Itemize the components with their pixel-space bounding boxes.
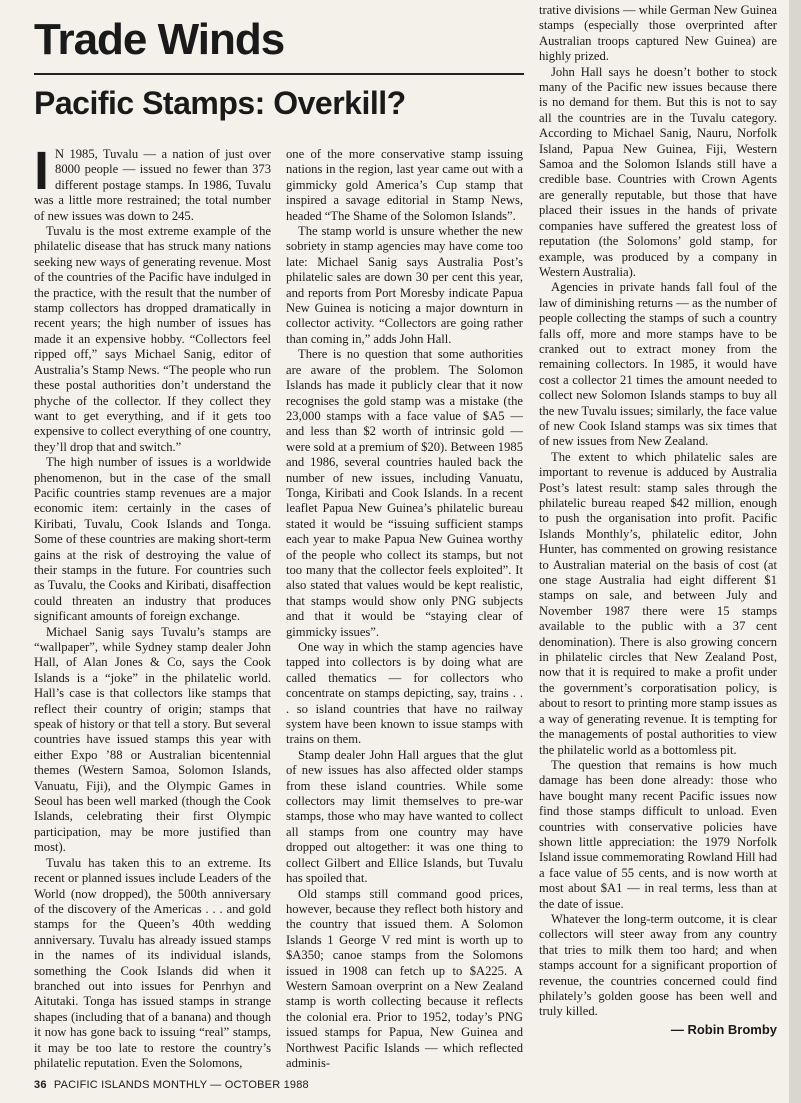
paragraph: Whatever the long-term outcome, it is clear collectors will steer away from any country that tries to milk them too hard; and when stamps account for a significant proportion of revenue, the countries concerned could find philately’s golden goose has been well and truly killed. xyxy=(539,911,777,1019)
paragraph: Michael Sanig says Tuvalu’s stamps are “wallpaper”, while Sydney stamp dealer John Hall, of Alan Jones & Co, says the Cook Islands is a “joke” in the philatelic world. Hall’s case is that collectors like stamps that reflect their country of origin; stamps that speak of history or that tell a story. But several countries have issued stamps this year with either Expo ’88 or Australian bicentennial themes (Western Samoa, Solomon Islands, Vanuatu, Fiji), and the Olympic Games in Seoul has been well marked (though the Cook Islands, celebrating their first Olympic participation, may be more justified than most). xyxy=(34,624,271,855)
header-rule xyxy=(34,73,524,75)
section-kicker: Trade Winds xyxy=(34,15,285,64)
paragraph: One way in which the stamp agencies have tapped into collectors is by doing what are called thematics — for collectors who concentrate on stamps depicting, say, trains . . . so island countries that have no railway system have been known to issue stamps with trains on them. xyxy=(286,640,523,747)
paragraph: Tuvalu is the most extreme example of the philatelic disease that has struck many nations seeking new ways of generating revenue. Most of the countries of the Pacific have indulged in the practice, with the result that the number of stamp collectors has dropped dramatically in recent years; the high number of issues has made it an expensive hobby. “Collectors feel ripped off,” says Michael Sanig, editor of Australia’s Stamp News. “The people who run these postal authorities don’t understand the phyche of the collector. If they collect they want to get everything, and if it gets too expensive to collect everything of one country, they’ll drop that and switch.” xyxy=(34,224,271,454)
paragraph: Stamp dealer John Hall argues that the glut of new issues has also affected older stamps from these island countries. While some collectors may limit themselves to pre-war stamps, those who may have wanted to collect all stamps from one country may have dropped out altogether: it was one thing to collect Gilbert and Ellice Islands, but Tuvalu has spoiled that. xyxy=(286,747,523,886)
paragraph: Old stamps still command good prices, however, because they reflect both history and the country that issued them. A Solomon Islands 1 George V red mint is worth up to $A350; canoe stamps from the Solomons issued in 1908 can fetch up to $A225. A Western Samoan overprint on a New Zealand stamp is worth collecting because it reflects the colonial era. Prior to 1952, today’s PNG issued stamps for Papua, New Guinea and Northwest Pacific Islands — which reflected adminis- xyxy=(286,886,523,1070)
paragraph: I N 1985, Tuvalu — a nation of just over 8000 people — issued no fewer than 373 different postage stamps. In 1986, Tuvalu was a little more restrained; the total number of new issues was down to 245. xyxy=(34,147,271,223)
paragraph: trative divisions — while German New Guinea stamps (especially those overprinted after Australian troops captured New Guinea) are highly prized. xyxy=(539,3,777,64)
paragraph: There is no question that some authorities are aware of the problem. The Solomon Islands has made it publicly clear that it now recognises the gold stamp was a mistake (the 23,000 stamps with a face value of $A5 — and less than $2 worth of intrinsic gold — were sold at a premium of $20). Between 1985 and 1986, several countries hauled back the number of new issues, including Vanuatu, Tonga, Kiribati and Cook Islands. In a recent leaflet Papua New Guinea’s philatelic bureau stated it would be “issuing sufficient stamps each year to make Papua New Guinea worthy of the people who collect its stamps, but not too many that the collector feels exploited”. It also stated that values would be kept realistic, that stamps would show only PNG subjects and that it would be “staying clear of gimmicky issues”. xyxy=(286,347,523,639)
page-footer xyxy=(34,1079,309,1091)
drop-cap: I xyxy=(34,147,50,201)
byline: — Robin Bromby xyxy=(670,1021,777,1037)
article-column-2 xyxy=(286,147,523,1070)
paragraph: Agencies in private hands fall foul of the law of diminishing returns — as the number of people collecting the stamps of such a country falls off, more and more stamps have to be cranked out to extract money from the remaining collectors. In 1985, it would have cost a collector 21 times the amount needed to collect new Solomon Islands stamps to buy all the new Tuvalu issues; similarly, the face value of new Cook Island stamps was six times that of new issues from New Zealand. xyxy=(539,280,777,449)
paragraph: The extent to which philatelic sales are important to revenue is adduced by Australia Post’s latest result: stamp sales through the philatelic bureau reaped $42 million, enough to push the organisation into profit. Pacific Islands Monthly’s, philatelic editor, John Hunter, has commented on growing resistance to Australian material on the basis of cost (at one stage Australia had eight different $1 stamps on sale, and between July and November 1987 there were 15 stamps available to the public with a 37 cent denomination). There is also growing concern in philatelic circles that New Zealand Post, now that it is required to make a profit under the government’s corporatisation policy, is about to resort to printing more stamp issues as a way of generating revenue. It is tempting for the managements of postal authorities to view the philatelic world as a bottomless pit. xyxy=(539,449,777,757)
paragraph: one of the more conservative stamp issuing nations in the region, last year came out with a gimmicky gold America’s Cup stamp that inspired a savage editorial in Stamp News, headed “The Shame of the Solomon Islands”. xyxy=(286,147,523,223)
paragraph: John Hall says he doesn’t bother to stock many of the Pacific new issues because there is no demand for them. But this is not to say all the countries are in the Tuvalu category. According to Michael Sanig, Nauru, Norfolk Island, Papua New Guinea, Fiji, Western Samoa and the Solomon Islands still have a credible base. Countries with Crown Agents are generally reputable, but those that have placed their issues in the hands of private companies have suffered the greatest loss of reputation (the Solomons’ gold stamp, for example, was produced by a company in Western Australia). xyxy=(539,64,777,279)
paragraph: The stamp world is unsure whether the new sobriety in stamp agencies may have come too late: Michael Sanig says Australia Post’s philatelic sales are down 30 per cent this year, and reports from Port Moresby indicate Papua New Guinea is noticing a major downturn in collector activity. “Collectors are going rather than coming in,” adds John Hall. xyxy=(286,224,523,346)
page-number: 36 xyxy=(34,1079,47,1091)
paragraph: Tuvalu has taken this to an extreme. Its recent or planned issues include Leaders of the World (now dropped), the 500th anniversary of the discovery of the Americas . . . and gold stamps for the Queen’s 40th wedding anniversary. Tuvalu has already issued stamps in the names of its individual islands, something the Cook Islands did when it branched out into issues for Penrhyn and Aitutaki. Tonga has issued stamps in strange shapes (including that of a banana) and though it now has gone back to issuing “real” stamps, it may be too late to restore the country’s philatelic reputation. Even the Solomons, xyxy=(34,855,271,1070)
publication-line: PACIFIC ISLANDS MONTHLY — OCTOBER 1988 xyxy=(53,1079,309,1091)
page-edge xyxy=(789,0,801,1103)
article-column-3 xyxy=(539,3,777,1075)
paragraph: The question that remains is how much damage has been done already: those who have bought many recent Pacific issues now find those stamps difficult to unload. Even countries with conservative policies have shown little appreciation: the 1979 Norfolk Island issue commemorating Rowland Hill had a face value of 55 cents, and is now worth at most about $A1 — in real terms, less than at the date of issue. xyxy=(539,757,777,911)
paragraph: The high number of issues is a worldwide phenomenon, but in the case of the small Pacific countries stamp revenues are a major economic item: certainly in the cases of Kiribati, Tuvalu, Cook Islands and Tonga. Some of these countries are making short-term gains at the risk of destroying the value of their stamps in the future. For countries such as Tuvalu, the Cooks and Kiribati, disaffection could threaten an industry that produces significant amounts of foreign exchange. xyxy=(34,455,271,624)
article-headline: Pacific Stamps: Overkill? xyxy=(34,85,406,121)
article-column-1 xyxy=(34,147,271,1070)
